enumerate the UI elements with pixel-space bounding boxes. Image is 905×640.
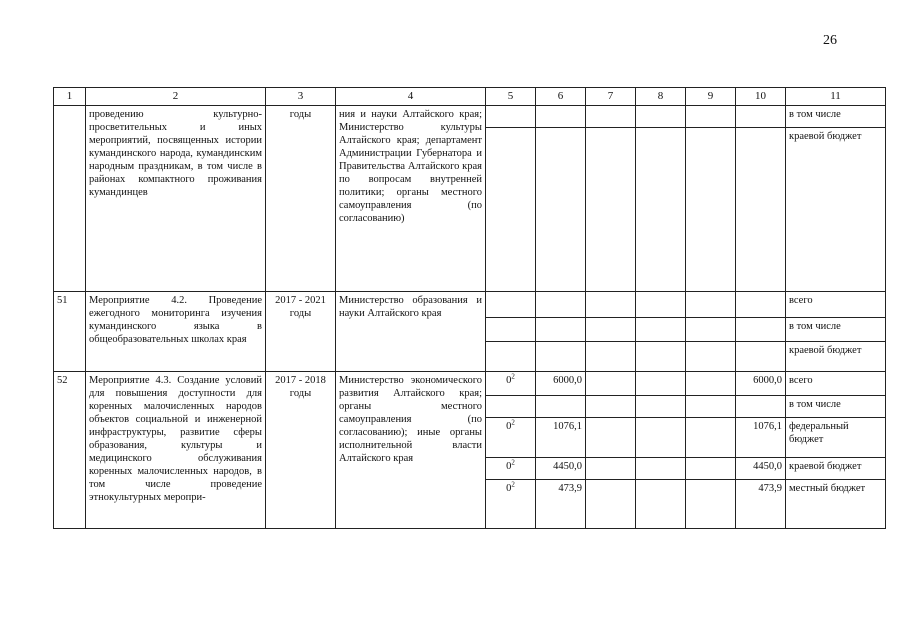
value-cell [686,106,736,128]
value-cell: $0^2$ [486,372,536,396]
value-cell [536,106,586,128]
page-number: 26 [823,33,837,48]
value-cell: 1076,1 [536,418,586,458]
column-header: 2 [86,88,266,106]
value-cell: 4450,0 [536,458,586,480]
source-cell: в том числе [786,106,886,128]
column-header: 1 [54,88,86,106]
value-cell: 473,9 [536,480,586,529]
column-header: 6 [536,88,586,106]
value-cell [536,292,586,318]
years-cell: 2017 - 2018 годы [266,372,336,529]
value-cell [486,292,536,318]
table-row [54,372,886,396]
value-cell: $0^2$ [486,418,536,458]
value-cell [736,342,786,372]
value-cell: 1076,1 [736,418,786,458]
column-header: 5 [486,88,536,106]
table-row [54,106,886,128]
row-number-cell: 51 [54,292,86,372]
value-cell [536,318,586,342]
value-cell [636,292,686,318]
column-header: 8 [636,88,686,106]
value-cell [486,106,536,128]
source-cell: краевой бюджет [786,342,886,372]
years-cell: 2017 - 2021 годы [266,292,336,372]
source-cell: краевой бюджет [786,458,886,480]
value-cell [586,106,636,128]
row-number-cell: 52 [54,372,86,529]
value-cell [486,318,536,342]
value-cell [636,128,686,292]
value-cell [686,458,736,480]
value-cell [586,372,636,396]
source-cell: краевой бюджет [786,128,886,292]
value-cell [686,128,736,292]
executors-cell: Министерство экономического развития Алтайского края; органы местного самоуправления (по согласованию); иные органы исполнительной власти Алтайского края [336,372,486,529]
value-cell [586,342,636,372]
source-cell: в том числе [786,396,886,418]
source-cell: местный бюджет [786,480,886,529]
value-cell [736,396,786,418]
value-cell [686,292,736,318]
value-cell [536,128,586,292]
column-header: 9 [686,88,736,106]
value-cell [536,342,586,372]
value-cell [736,128,786,292]
source-cell: в том числе [786,318,886,342]
value-cell [736,106,786,128]
value-cell [586,128,636,292]
value-cell [636,342,686,372]
measure-name-cell: Мероприятие 4.2. Проведение ежегодного мониторинга изучения кумандинского языка в общеобразовательных школах края [86,292,266,372]
value-cell [686,396,736,418]
measure-name-cell: проведению культурно-просветительных и иных мероприятий, посвященных истории кумандинского народа, кумандинским народным праздникам, в том числе в районах компактного проживания кумандинцев [86,106,266,292]
value-cell [586,396,636,418]
value-cell [586,458,636,480]
value-cell [686,318,736,342]
value-cell [586,480,636,529]
value-cell: 473,9 [736,480,786,529]
source-cell: всего [786,292,886,318]
value-cell [486,128,536,292]
value-cell: 6000,0 [736,372,786,396]
value-cell [636,106,686,128]
value-cell [636,396,686,418]
value-cell: $0^2$ [486,458,536,480]
value-cell [636,318,686,342]
value-cell [586,292,636,318]
source-cell: федеральный бюджет [786,418,886,458]
executors-cell: Министерство образования и науки Алтайского края [336,292,486,372]
source-cell: всего [786,372,886,396]
value-cell [686,372,736,396]
header-row [54,88,886,106]
value-cell [736,318,786,342]
value-cell [636,480,686,529]
value-cell: 4450,0 [736,458,786,480]
value-cell [686,480,736,529]
value-cell [686,418,736,458]
years-cell: годы [266,106,336,292]
value-cell [486,396,536,418]
measure-name-cell: Мероприятие 4.3. Создание условий для повышения доступности для коренных малочисленных народов объектов социальной и инженерной инфраструктуры, развитие сферы образования, культуры и медицинского обслуживания коренных малочисленных народов, в том числе проведение этнокультурных меропри- [86,372,266,529]
column-header: 3 [266,88,336,106]
column-header: 4 [336,88,486,106]
value-cell [536,396,586,418]
value-cell [636,418,686,458]
value-cell [586,318,636,342]
value-cell [686,342,736,372]
table-row [54,292,886,318]
value-cell [586,418,636,458]
executors-cell: ния и науки Алтайского края; Министерство культуры Алтайского края; департамент Администрации Губернатора и Правительства Алтайского края по вопросам внутренней политики; органы местного самоуправления (по согласованию) [336,106,486,292]
column-header: 7 [586,88,636,106]
value-cell: $0^2$ [486,480,536,529]
value-cell [636,372,686,396]
value-cell [736,292,786,318]
value-cell [486,342,536,372]
column-header: 11 [786,88,886,106]
value-cell: 6000,0 [536,372,586,396]
row-number-cell [54,106,86,292]
program-table [53,87,886,529]
column-header: 10 [736,88,786,106]
value-cell [636,458,686,480]
